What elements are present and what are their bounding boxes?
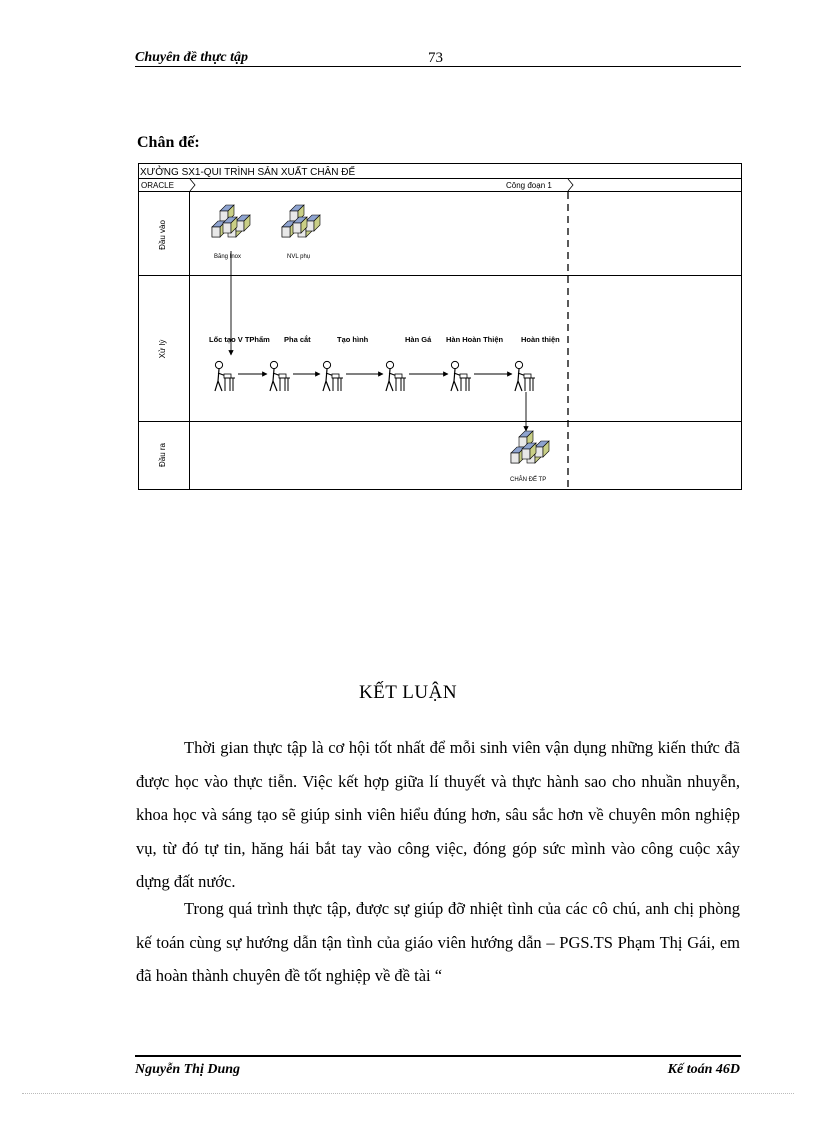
step-label-2: Pha cắt <box>284 335 311 344</box>
stage-label: Công đoạn 1 <box>506 181 552 190</box>
conclusion-heading: KẾT LUẬN <box>358 682 458 703</box>
header-title: Chuyên đề thực tập <box>135 50 249 65</box>
footer-author: Nguyễn Thị Dung <box>135 1062 241 1077</box>
lane-label-output: Đầu ra <box>158 442 167 468</box>
footer-class: Kế toán 46D <box>667 1062 740 1077</box>
lane-label-input: Đầu vào <box>158 220 167 250</box>
header-rule <box>135 66 741 67</box>
step-label-4: Hàn Gá <box>405 335 432 344</box>
conclusion-paragraph-1: Thời gian thực tập là cơ hội tốt nhất để mỗi sinh viên vận dụng những kiến thức đã được học vào thực tiễn. Việc kết hợp giữa lí thuyết và thực hành sao cho nhuần nhuyễn, khoa học và sáng tạo sẽ giúp sinh viên hiểu đúng hơn, sâu sắc hơn về chuyên môn nghiệp vụ, từ đó tự tin, hăng hái bắt tay vào công việc, đóng góp sức mình vào công cuộc xây dựng đất nước. <box>136 738 740 891</box>
input-label-inox: Băng Inox <box>214 254 242 260</box>
section-title: Chân đế: <box>137 134 200 151</box>
step-label-3: Tạo hình <box>337 335 369 344</box>
diagram-title: XƯỞNG SX1-QUI TRÌNH SẢN XUẤT CHÂN ĐẾ <box>140 167 356 178</box>
step-label-6: Hoàn thiện <box>521 335 560 344</box>
output-label: CHÂN ĐẾ TP <box>510 477 547 483</box>
page-number: 73 <box>428 50 443 66</box>
conclusion-paragraph-2: Trong quá trình thực tập, được sự giúp đỡ nhiệt tình của các cô chú, anh chị phòng kế toán cùng sự hướng dẫn tận tình của giáo viên hướng dẫn – PGS.TS Phạm Thị Gái, em đã hoàn thành chuyên đề tốt nghiệp về đề tài “ <box>136 899 740 985</box>
lane-label-process: Xử lý <box>158 339 167 359</box>
step-label-5: Hàn Hoàn Thiện <box>446 335 504 344</box>
page-bottom-divider <box>22 1093 794 1094</box>
process-diagram <box>138 163 742 490</box>
system-label: ORACLE <box>141 181 174 190</box>
input-label-nvl: NVL phụ <box>287 254 311 260</box>
footer-rule <box>135 1055 741 1057</box>
step-label-1: Lốc tạo V TPhẩm <box>209 335 270 344</box>
